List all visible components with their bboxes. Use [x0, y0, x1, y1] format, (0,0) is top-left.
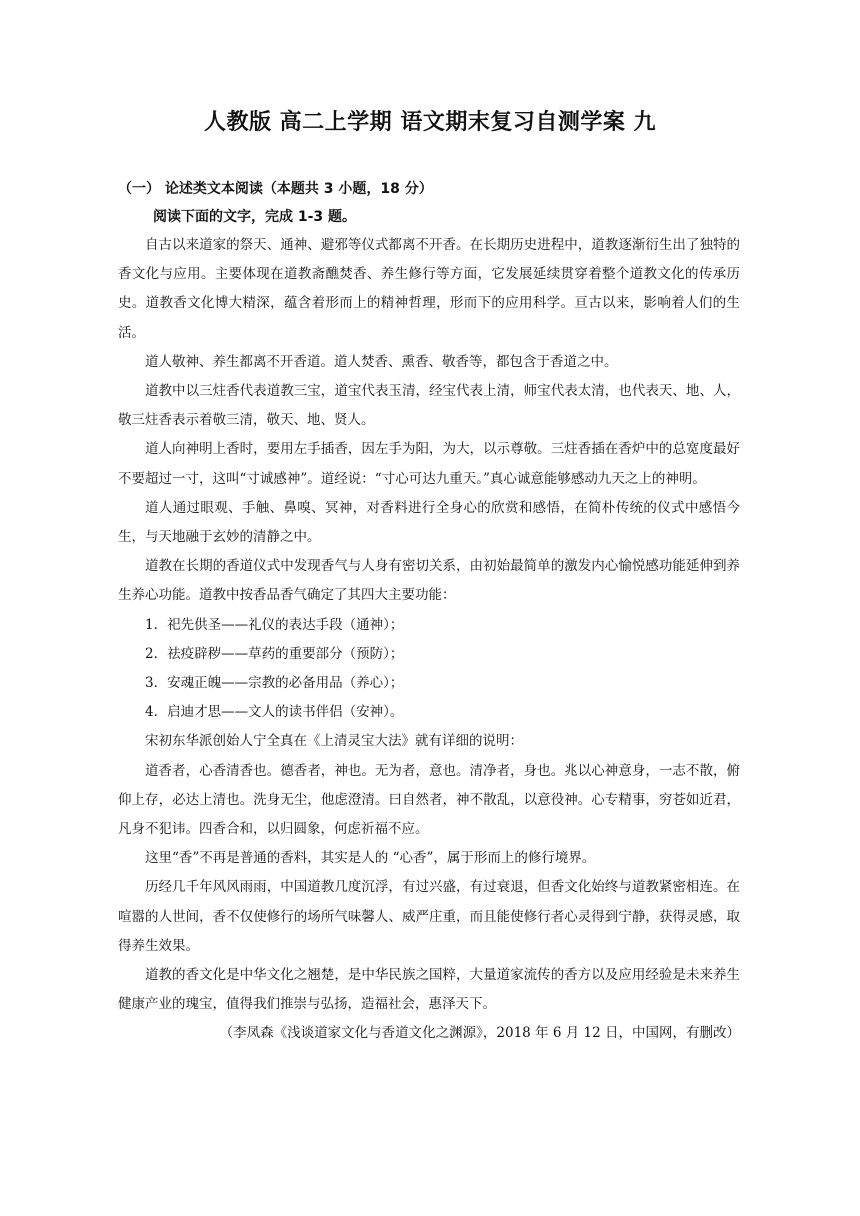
paragraph: 历经几千年风风雨雨，中国道教几度沉浮，有过兴盛，有过衰退，但香文化始终与道教紧密相连。在喧嚣的人世间，香不仅使修行的场所气味馨人、威严庄重，而且能使修行者心灵得到宁静，获得灵感，取得养生效果。: [118, 879, 740, 954]
list-item: 3．安魂正魄——宗教的必备用品（养心）；: [145, 675, 404, 692]
paragraph: 宋初东华派创始人宁全真在《上清灵宝大法》就有详细的说明：: [145, 733, 523, 750]
section-heading: （一） 论述类文本阅读（本题共 3 小题，18 分）: [118, 181, 433, 197]
list-item: 1．祀先供圣——礼仪的表达手段（通神）；: [145, 616, 404, 633]
paragraph: 道人向神明上香时，要用左手插香，因左手为阳，为大，以示尊敬。三炷香插在香炉中的总宽度最好不要超过一寸，这叫“寸诚感神”。道经说：“寸心可达九重天。”真心诚意能够感动九天之上的神明。: [118, 441, 740, 487]
list-item: 4．启迪才思——文人的读书伴侣（安神）。: [145, 704, 404, 721]
paragraph: 道人敬神、养生都离不开香道。道人焚香、熏香、敬香等，都包含于香道之中。: [145, 353, 618, 370]
paragraph: 道教在长期的香道仪式中发现香气与人身有密切关系，由初始最简单的激发内心愉悦感功能延伸到养生养心功能。道教中按香品香气确定了其四大主要功能：: [118, 558, 740, 604]
paragraph: 道教的香文化是中华文化之翘楚，是中华民族之国粹，大量道家流传的香方以及应用经验是未来养生健康产业的瑰宝，值得我们推崇与弘扬，造福社会，惠泽天下。: [118, 967, 740, 1013]
reading-instruction: 阅读下面的文字，完成 1-3 题。: [153, 209, 357, 225]
paragraph: 道教中以三炷香代表道教三宝，道宝代表玉清，经宝代表上清，师宝代表太清，也代表天、地、人，敬三炷香表示着敬三清，敬天、地、贤人。: [118, 383, 740, 429]
paragraph: 自古以来道家的祭天、通神、避邪等仪式都离不开香。在长期历史进程中，道教逐渐衍生出了独特的香文化与应用。主要体现在道教斋醮焚香、养生修行等方面，它发展延续贯穿着整个道教文化的传承历史。道教香文化博大精深，蕴含着形而上的精神哲理，形而下的应用科学。亘古以来，影响着人们的生活。: [118, 237, 740, 341]
paragraph: 道人通过眼观、手触、鼻嗅、冥神，对香料进行全身心的欣赏和感悟，在简朴传统的仪式中感悟今生，与天地融于玄妙的清静之中。: [118, 499, 740, 546]
document-title: 人教版 高二上学期 语文期末复习自测学案 九: [204, 110, 656, 135]
list-item: 2．祛疫辟秽——草药的重要部分（预防）；: [145, 645, 404, 662]
passage-body: [118, 231, 740, 1049]
quoted-passage: 道香者，心香清香也。德香者，神也。无为者，意也。清净者，身也。兆以心神意身，一志不散，俯仰上存，必达上清也。洗身无尘，他虑澄清。曰自然者，神不散乱，以意役神。心专精事，穷苍如近君，凡身不犯讳。四香合和，以归圆象，何虑祈福不应。: [118, 762, 740, 838]
source-citation: （李凤森《浅谈道家文化与香道文化之渊源》，2018 年 6 月 12 日，中国网，有删改）: [219, 1025, 740, 1042]
paragraph: 这里“香”不再是普通的香料，其实是人的 “心香”，属于形而上的修行境界。: [145, 850, 596, 867]
